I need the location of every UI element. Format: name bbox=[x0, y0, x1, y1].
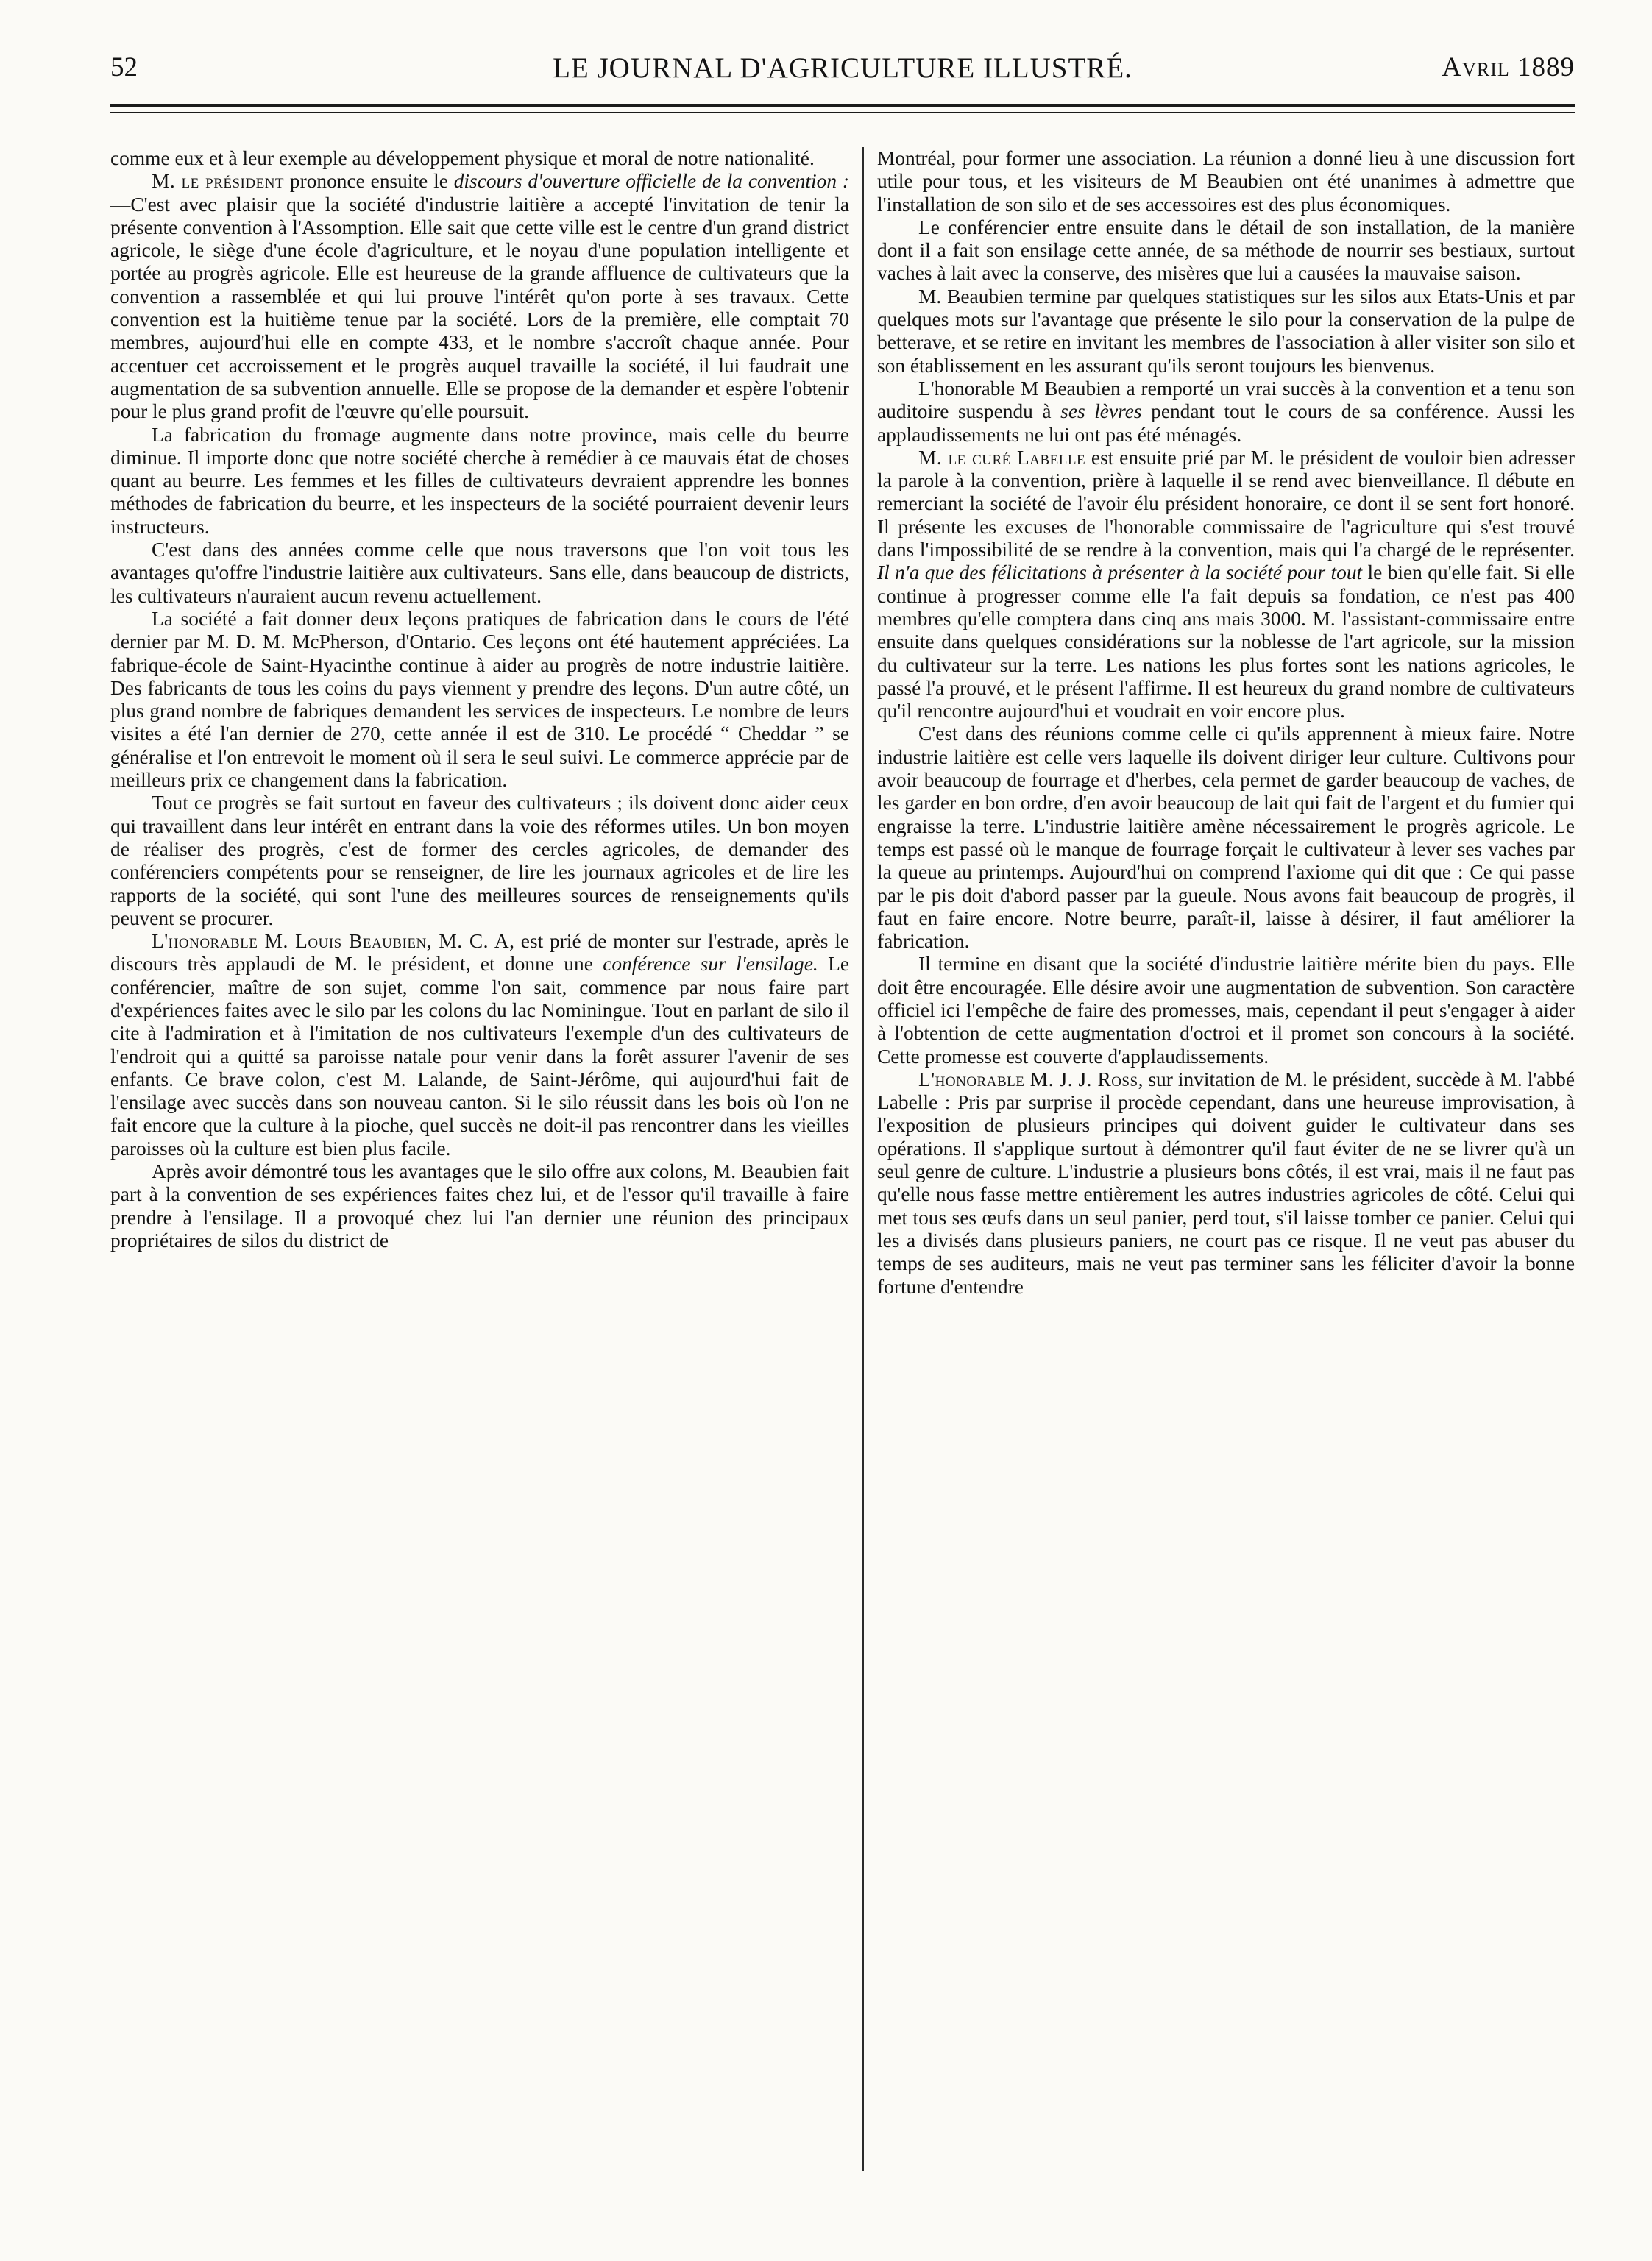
left-column bbox=[110, 147, 849, 1252]
issue-date: Avril 1889 bbox=[1442, 52, 1575, 82]
paragraph: Il termine en disant que la société d'industrie laitière mérite bien du pays. Elle doit être encouragée. Elle désire avoir une augmentation de subvention. Son caractère officiel ici l'empêche de faire des promesses, mais, cependant il peut s'engager à aider à l'obtention de cette augmentation d'octroi et il promet son concours à la société. Cette promesse est couverte d'applaudissements. bbox=[877, 953, 1575, 1068]
journal-title: LE JOURNAL D'AGRICULTURE ILLUSTRÉ. bbox=[553, 52, 1132, 84]
page-number: 52 bbox=[110, 52, 138, 82]
paragraph: Le conférencier entre ensuite dans le détail de son installation, de la manière dont il a fait son ensilage cette année, de sa méthode de nourrir ses bestiaux, surtout vaches à lait avec la conserve, des misères que lui a causées la mauvaise saison. bbox=[877, 216, 1575, 285]
speaker-name: L'honorable M. J. J. Ross bbox=[918, 1068, 1138, 1090]
paragraph: M. le curé Labelle est ensuite prié par M. le président de vouloir bien adresser la parole à la convention, prière à laquelle il se rend avec bienveillance. Il débute en remerciant la société de l'avoir élu président honoraire, ce dont il se sent fort honoré. Il présente les excuses de l'honorable commissaire de l'agriculture qui s'est trouvé dans l'impossibilité de se rendre à la convention, mais qui l'a chargé de le représenter. Il n'a que des félicitations à présenter à la société pour tout le bien qu'elle fait. Si elle continue à progresser comme elle l'a fait depuis sa fondation, ce n'est pas 400 membres qu'elle comptera dans cinq ans mais 3000. M. l'assistant-commissaire entre ensuite dans quelques considérations sur la noblesse de l'art agricole, sur la mission du cultivateur sur la terre. Les nations les plus fortes sont les nations agricoles, le passé l'a prouvé, et le présent l'affirme. Il est heureux du grand nombre de cultivateurs qu'il rencontre aujourd'hui et voudrait en voir encore plus. bbox=[877, 446, 1575, 723]
paragraph: Après avoir démontré tous les avantages que le silo offre aux colons, M. Beaubien fait part à la convention de ses expériences faites chez lui, et de l'essor qu'il travaille à faire prendre à l'ensilage. Il a provoqué chez lui l'an dernier une réunion des principaux propriétaires de silos du district de bbox=[110, 1160, 849, 1252]
paragraph: Tout ce progrès se fait surtout en faveur des cultivateurs ; ils doivent donc aider ceux qui travaillent dans leur intérêt en entrant dans la voie des réformes utiles. Un bon moyen de réaliser des progrès, c'est de former des cercles agricoles, de demander des conférenciers compétents pour se renseigner, de lire les journaux agricoles et de lire les rapports de la société, qui sont l'une des meilleures sources de renseignements qu'ils peuvent se procurer. bbox=[110, 792, 849, 929]
paragraph: comme eux et à leur exemple au développement physique et moral de notre nationalité. bbox=[110, 147, 815, 169]
column-divider bbox=[862, 147, 864, 2171]
paragraph: La société a fait donner deux leçons pratiques de fabrication dans le cours de l'été dernier par M. D. M. McPherson, d'Ontario. Ces leçons ont été hautement appréciées. La fabrique-école de Saint-Hyacinthe continue à aider au progrès de notre industrie laitière. Des fabricants de tous les coins du pays viennent y prendre des leçons. D'un autre côté, un plus grand nombre de fabriques demandent les services de inspecteurs. Le nombre de leurs visites a été l'an dernier de 270, cette année il est de 310. Le procédé “ Cheddar ” se généralise et l'on entrevoit le moment où il sera le seul suivi. Le commerce apprécie par de meilleurs prix ce changement dans la fabrication. bbox=[110, 607, 849, 792]
paragraph: C'est dans des années comme celle que nous traversons que l'on voit tous les avantages qu'offre l'industrie laitière aux cultivateurs. Sans elle, dans beaucoup de districts, les cultivateurs n'auraient aucun revenu actuellement. bbox=[110, 539, 849, 607]
paragraph: M. Beaubien termine par quelques statistiques sur les silos aux Etats-Unis et par quelques mots sur l'avantage que présente le silo pour la conservation de la pulpe de betterave, et se retire en invitant les membres de l'association à aller visiter son silo et son établissement en les assurant qu'ils seront toujours les bienvenus. bbox=[877, 285, 1575, 377]
speaker-name: M. le curé Labelle bbox=[918, 446, 1086, 469]
page-header bbox=[110, 52, 1575, 96]
right-column bbox=[877, 147, 1575, 1299]
paragraph: L'honorable M Beaubien a remporté un vrai succès à la convention et a tenu son auditoire suspendu à ses lèvres pendant tout le cours de sa conférence. Aussi les applaudissements ne lui ont pas été ménagés. bbox=[877, 377, 1575, 446]
paragraph: C'est dans des réunions comme celle ci qu'ils apprennent à mieux faire. Notre industrie laitière est celle vers laquelle ils doivent diriger leur culture. Cultivons pour avoir beaucoup de fourrage et d'herbes, cela permet de garder beaucoup de vaches, de les garder en bon ordre, d'en avoir beaucoup de lait qui fait de l'argent et du fumier qui engraisse la terre. L'industrie laitière amène nécessairement le progrès agricole. Le temps est passé où le manque de fourrage forçait le cultivateur à lever ses vaches par la queue au printemps. Aujourd'hui on comprend l'axiome qui dit que : Ce qui passe par le pis doit d'abord passer par la gueule. Nous avons fait beaucoup de progrès, il faut en faire encore. Notre beurre, paraît-il, laisse à désirer, il faut améliorer la fabrication. bbox=[877, 723, 1575, 953]
header-rule-thick bbox=[110, 104, 1575, 107]
speaker-name: L'honorable M. Louis Beaubien, M. C. A bbox=[152, 930, 510, 953]
header-rule-thin bbox=[110, 112, 1575, 113]
paragraph: M. le président prononce ensuite le discours d'ouverture officielle de la convention :—C'est avec plaisir que la société d'industrie laitière a accepté l'invitation de tenir la présente convention à l'Assomption. Elle sait que cette ville est le centre d'un grand district agricole, le siège d'une école d'agriculture, et le noyau d'une population intelligente et portée au progrès agricole. Elle est heureuse de la grande affluence de cultivateurs que la convention a rassemblée et qui lui prouve l'intérêt qu'on porte à ses travaux. Cette convention est la huitième tenue par la société. Lors de la première, elle comptait 70 membres, aujourd'hui elle en compte 433, et le nombre s'accroît chaque année. Pour accentuer cet accroissement et le progrès auquel travaille la société, il lui faudrait une augmentation de sa subvention annuelle. Elle se propose de la demander et espère l'obtenir pour le plus grand profit de l'œuvre qu'elle poursuit. bbox=[110, 170, 850, 423]
italic-phrase: ses lèvres bbox=[1060, 400, 1142, 423]
italic-phrase: conférence sur l'ensilage. bbox=[603, 953, 818, 976]
paragraph: L'honorable M. Louis Beaubien, M. C. A, est prié de monter sur l'estrade, après le discours très applaudi de M. le président, et donne une conférence sur l'ensilage. Le conférencier, maître de son sujet, comme l'on sait, commence par nous faire part d'expériences faites avec le silo par les colons du lac Nominingue. Tout en parlant de silo il cite à l'admiration et à l'imitation de nos cultivateurs l'exemple d'un des cultivateurs de l'endroit qui a quitté sa paroisse natale pour venir dans la forêt assurer l'avenir de ses enfants. Ce brave colon, c'est M. Lalande, de Saint-Jérôme, qui aujourd'hui fait de l'ensilage avec succès dans son nouveau canton. Si le silo réussit dans les bois où l'on ne fait encore que la culture à la pioche, quel succès ne doit-il pas rencontrer dans les vieilles paroisses où la culture est bien plus facile. bbox=[110, 930, 849, 1160]
speaker-name: M. le président bbox=[152, 170, 285, 193]
paragraph: Montréal, pour former une association. La réunion a donné lieu à une discussion fort utile pour tous, et les visiteurs de M Beaubien ont été unanimes à admettre que l'installation de son silo et de ses accessoires est des plus économiques. bbox=[877, 147, 1575, 216]
paragraph: La fabrication du fromage augmente dans notre province, mais celle du beurre diminue. Il importe donc que notre société cherche à remédier à ce mauvais état de choses quant au beurre. Les femmes et les filles de cultivateurs devraient apprendre les bonnes méthodes de fabrication du beurre, et les inspecteurs de la société pourraient devenir leurs instructeurs. bbox=[110, 423, 849, 538]
paragraph: L'honorable M. J. J. Ross, sur invitation de M. le président, succède à M. l'abbé Labelle : Pris par surprise il procède cependant, dans une heureuse improvisation, à l'exposition de plusieurs principes qui doivent guider le cultivateur dans ses opérations. Il s'applique surtout à démontrer qu'il faut éviter de ne se livrer qu'à un seul genre de culture. L'industrie a plusieurs bons côtés, il est vrai, mais il ne faut pas qu'elle nous fasse mettre entièrement les autres industries agricoles de côté. Celui qui met tous ses œufs dans un seul panier, perd tout, s'il laisse tomber ce panier. Celui qui les a divisés dans plusieurs paniers, ne court pas ce risque. Il ne veut pas abuser du temps de ses auditeurs, mais ne veut pas terminer sans les féliciter d'avoir la bonne fortune d'entendre bbox=[877, 1068, 1575, 1298]
italic-phrase: Il n'a que des félicitations à présenter à la société pour tout bbox=[877, 561, 1363, 584]
italic-phrase: discours d'ouverture officielle de la convention : bbox=[453, 170, 850, 193]
